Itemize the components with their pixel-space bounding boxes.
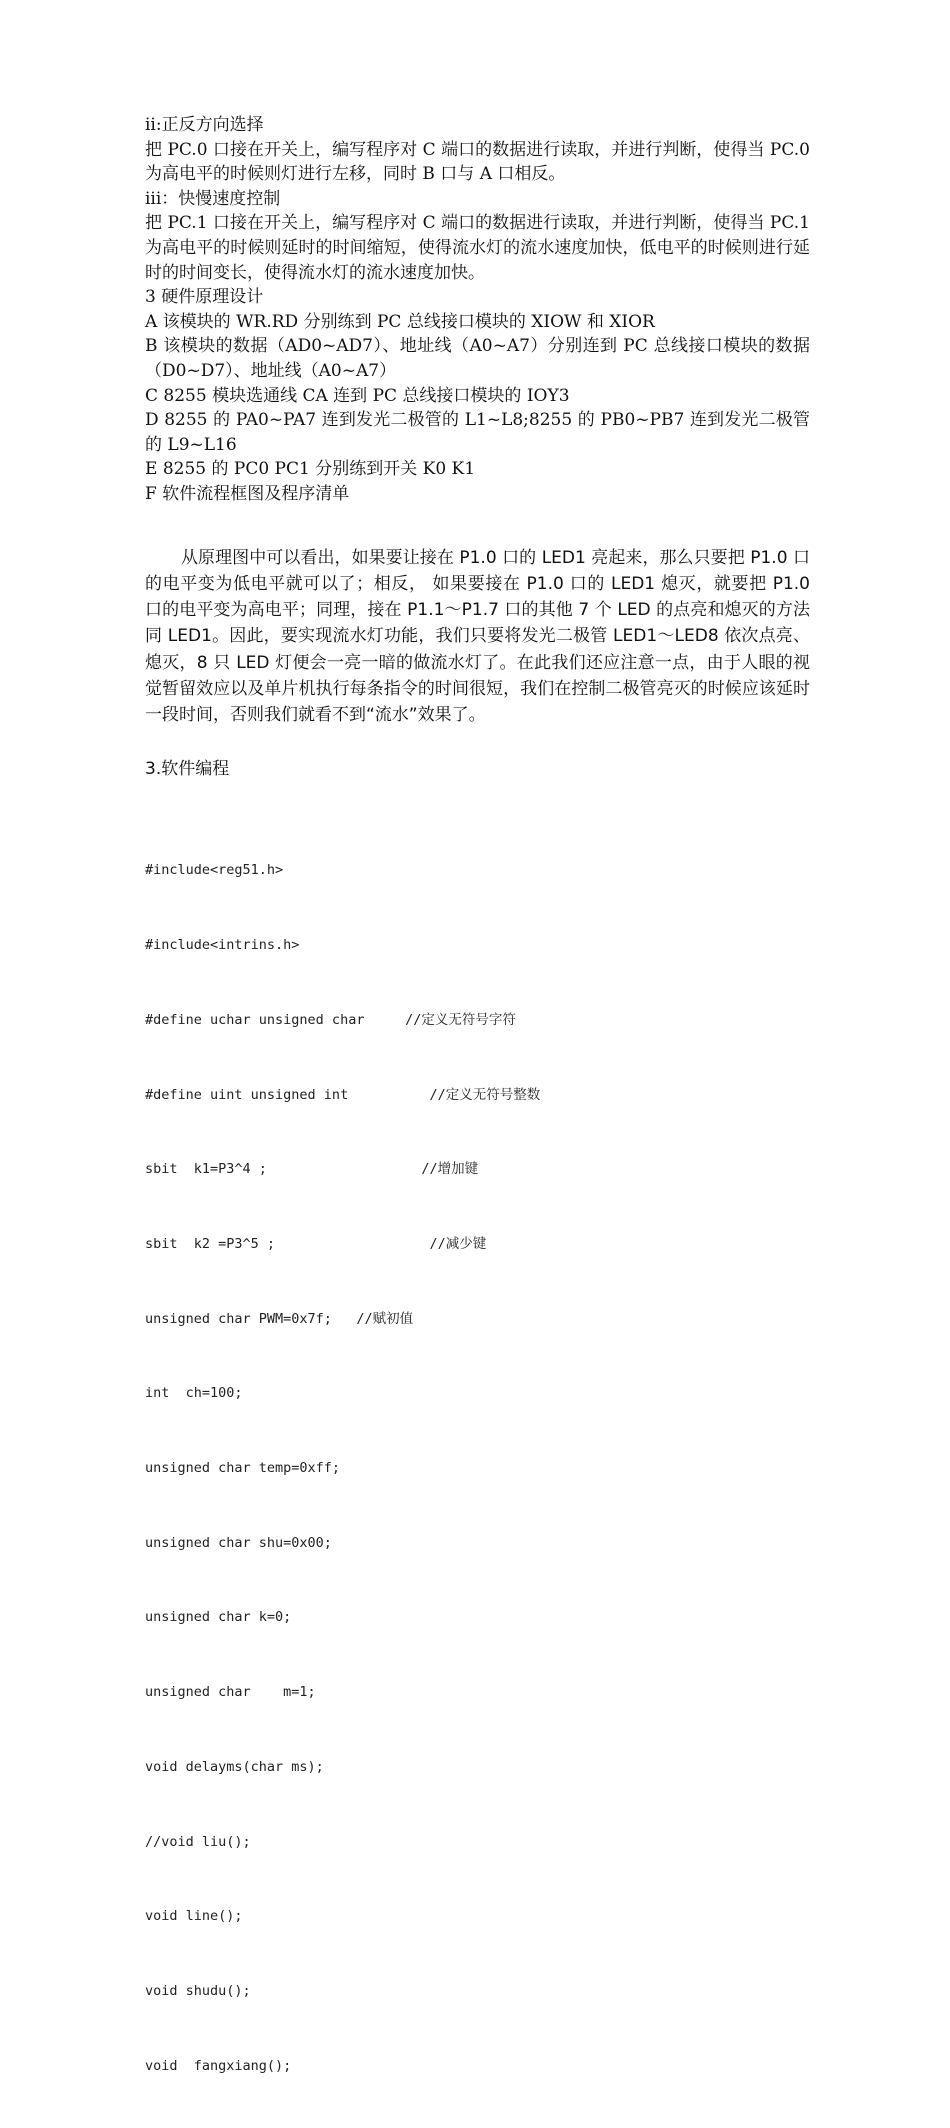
- subheading-speed-control: iii：快慢速度控制: [145, 188, 281, 209]
- text-item-e: E 8255 的 PC0 PC1 分别练到开关 K0 K1: [145, 459, 476, 480]
- text-item-c: C 8255 模块选通线 CA 连到 PC 总线接口模块的 IOY3: [145, 385, 570, 406]
- text-item-f: F 软件流程框图及程序清单: [145, 483, 350, 504]
- code-line: #include<intrins.h>: [145, 937, 300, 954]
- code-line: sbit k2 =P3^5 ; //减少键: [145, 1235, 487, 1252]
- code-line: unsigned char m=1;: [145, 1684, 316, 1701]
- subheading-direction-select: ii:正反方向选择: [145, 115, 264, 135]
- section-hardware-design: 3 硬件原理设计: [145, 287, 264, 308]
- code-line: int ch=100;: [145, 1385, 243, 1402]
- code-line: unsigned char temp=0xff;: [145, 1460, 341, 1477]
- text-item-a: A 该模块的 WR.RD 分别练到 PC 总线接口模块的 XIOW 和 XIOR: [145, 311, 655, 332]
- code-line: unsigned char k=0;: [145, 1609, 292, 1626]
- hardware-design-section: [145, 113, 810, 507]
- code-listing: [145, 809, 810, 2128]
- section-software-programming: 3.软件编程: [145, 758, 230, 779]
- text-direction-description: 把 PC.0 口接在开关上，编写程序对 C 端口的数据进行读取，并进行判断，使得当 PC.0 为高电平的时候则灯进行左移，同时 B 口与 A 口相反。: [145, 139, 810, 185]
- code-line: void delayms(char ms);: [145, 1758, 324, 1775]
- code-line: void shudu();: [145, 1982, 251, 1999]
- text-item-b: B 该模块的数据（AD0~AD7）、地址线（A0~A7）分别连到 PC 总线接口模块的数据（D0~D7）、地址线（A0~A7）: [145, 336, 810, 381]
- text-speed-description: 把 PC.1 口接在开关上，编写程序对 C 端口的数据进行读取，并进行判断，使得当 PC.1 为高电平的时候则延时的时间缩短，使得流水灯的流水速度加快，低电平的时候则进行延时的时间变长，使得流水灯的流水速度加快。: [145, 213, 810, 283]
- code-line: void line();: [145, 1908, 243, 1925]
- code-line: unsigned char shu=0x00;: [145, 1534, 332, 1551]
- code-line: #define uchar unsigned char //定义无符号字符: [145, 1011, 516, 1028]
- code-line: sbit k1=P3^4 ; //增加键: [145, 1161, 479, 1178]
- code-line: unsigned char PWM=0x7f; //赋初值: [145, 1310, 414, 1327]
- principle-paragraph: 从原理图中可以看出，如果要让接在 P1.0 口的 LED1 亮起来，那么只要把 P1.0 口的电平变为低电平就可以了；相反， 如果要接在 P1.0 口的 LED1 熄灭，就要把 P1.0 口的电平变为高电平；同理，接在 P1.1～P1.7 口的其他 7 个 LED 的点亮和熄灭的方法同 LED1。因此，要实现流水灯功能，我们只要将发光二极管 LED1～LED8 依次点亮、熄灭，8 只 LED 灯便会一亮一暗的做流水灯了。在此我们还应注意一点，由于人眼的视觉暂留效应以及单片机执行每条指令的时间很短，我们在控制二极管亮灭的时候应该延时一段时间，否则我们就看不到“流水”效果了。: [145, 547, 810, 726]
- code-line: #define uint unsigned int //定义无符号整数: [145, 1086, 541, 1103]
- code-line: #include<reg51.h>: [145, 862, 284, 879]
- code-line: void fangxiang();: [145, 2057, 292, 2074]
- text-item-d: D 8255 的 PA0~PA7 连到发光二极管的 L1~L8;8255 的 PB0~PB7 连到发光二极管的 L9~L16: [145, 410, 810, 455]
- code-line: //void liu();: [145, 1833, 251, 1850]
- document-page: [145, 113, 810, 2128]
